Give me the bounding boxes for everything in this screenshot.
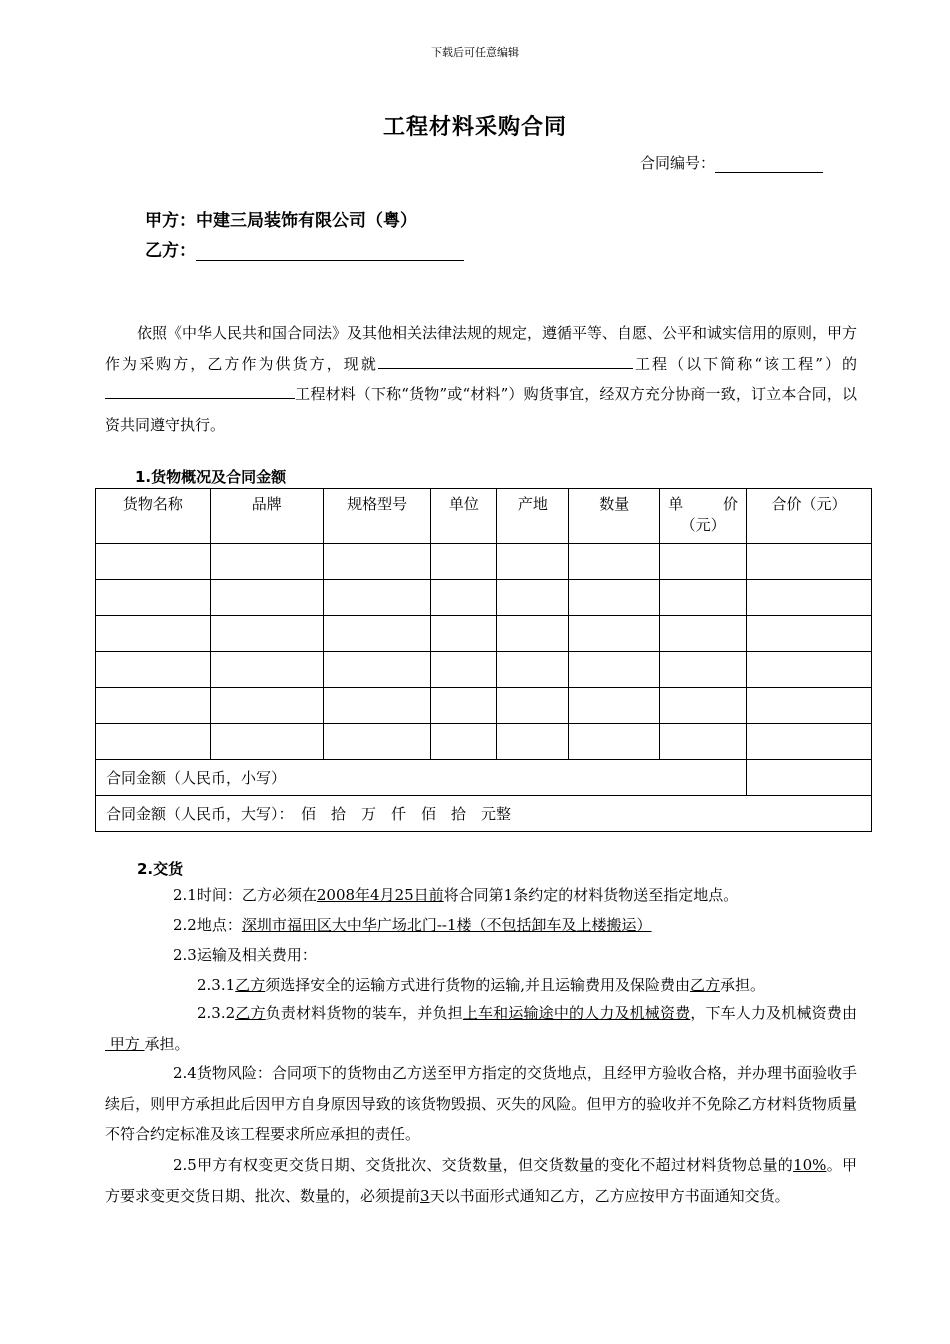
clause-text: 2.3.1 <box>197 976 236 994</box>
clause-cost-scope: 上车和运输途中的人力及机械资费 <box>462 1004 691 1022</box>
cell[interactable] <box>569 724 660 760</box>
cell[interactable] <box>569 544 660 580</box>
cell[interactable] <box>431 688 497 724</box>
clause-2-5 <box>105 1150 857 1211</box>
cell[interactable] <box>96 580 211 616</box>
clause-2-4: 2.4货物风险：合同项下的货物由乙方送至甲方指定的交货地点，且经甲方验收合格，并办理书面验收手续后，则甲方承担此后因甲方自身原因导致的该货物毁损、灭失的风险。但甲方的验收并不免除乙方材料货物质量不符合约定标准及该工程要求所应承担的责任。 <box>105 1064 857 1143</box>
clause-text: 承担。 <box>719 976 765 994</box>
cell[interactable] <box>747 616 872 652</box>
cell[interactable] <box>747 724 872 760</box>
cell[interactable] <box>323 688 431 724</box>
cell[interactable] <box>323 652 431 688</box>
clause-text: 须选择安全的运输方式进行货物的运输,并且运输费用及保险费由 <box>265 976 690 994</box>
cell[interactable] <box>660 616 747 652</box>
clause-2-2 <box>105 910 857 941</box>
clause-party: 甲方 <box>105 1034 145 1053</box>
cell[interactable] <box>431 724 497 760</box>
delivery-date: 2008年4月25日前 <box>316 886 444 904</box>
party-b-blank[interactable] <box>196 242 464 261</box>
cell[interactable] <box>323 724 431 760</box>
table-header-row <box>96 489 872 544</box>
clause-text: 2.3.2 <box>197 1004 236 1022</box>
contract-number-blank[interactable] <box>715 156 823 173</box>
goods-table <box>95 488 872 832</box>
header-note: 下载后可任意编辑 <box>431 46 519 59</box>
table-row <box>96 544 872 580</box>
intro-text-1: 依照《中华人民共和国合同法》及其他相关法律法规的规定，遵循平等、自愿、公平和诚实信用的原则，甲方作为采购方，乙方作为供货方，现就 <box>105 324 858 373</box>
material-name-blank[interactable] <box>105 383 295 399</box>
cell[interactable] <box>96 544 211 580</box>
cell[interactable] <box>210 688 323 724</box>
cell[interactable] <box>747 688 872 724</box>
col-origin: 产地 <box>497 489 569 544</box>
quantity-limit: 10% <box>793 1156 827 1174</box>
clause-2-3: 2.3运输及相关费用： <box>173 946 317 964</box>
col-quantity: 数量 <box>569 489 660 544</box>
unit-price-unit: （元） <box>680 516 726 534</box>
cell[interactable] <box>96 652 211 688</box>
col-total-price: 合价（元） <box>747 489 872 544</box>
cell[interactable] <box>747 544 872 580</box>
table-row <box>96 724 872 760</box>
cell[interactable] <box>210 544 323 580</box>
contract-number-label: 合同编号： <box>640 154 716 172</box>
contract-number <box>640 152 823 173</box>
project-name-blank[interactable] <box>378 353 633 369</box>
intro-text-2: 工程（以下简称“该工程”）的 <box>632 354 857 373</box>
cell[interactable] <box>569 580 660 616</box>
cell[interactable] <box>660 544 747 580</box>
cell[interactable] <box>96 688 211 724</box>
cell[interactable] <box>323 616 431 652</box>
clause-text: 。甲方要求变更交货日期、批次、数量的，必须提前 <box>105 1156 857 1205</box>
cell[interactable] <box>660 652 747 688</box>
cell[interactable] <box>569 652 660 688</box>
clause-text: 承担。 <box>144 1034 190 1053</box>
cell[interactable] <box>431 616 497 652</box>
cell[interactable] <box>323 580 431 616</box>
cell[interactable] <box>431 580 497 616</box>
cell[interactable] <box>96 724 211 760</box>
cell[interactable] <box>747 580 872 616</box>
clause-party: 乙方 <box>235 976 266 994</box>
cell[interactable] <box>660 580 747 616</box>
clause-text: 2.5甲方有权变更交货日期、交货批次、交货数量，但交货数量的变化不超过材料货物总量的 <box>173 1156 794 1174</box>
clause-text: 负责材料货物的装车，并负担 <box>265 1004 463 1022</box>
cell[interactable] <box>323 544 431 580</box>
unit-price-char-1: 单 <box>668 495 684 513</box>
cell[interactable] <box>210 580 323 616</box>
amount-small-value[interactable] <box>747 760 872 796</box>
clause-2-1 <box>105 880 857 911</box>
col-unit-price <box>660 489 747 544</box>
cell[interactable] <box>497 580 569 616</box>
intro-text-3: 工程材料（下称“货物”或“材料”）购货事宜，经双方充分协商一致，订立本合同，以资共同遵守执行。 <box>105 385 857 434</box>
party-b <box>145 236 464 261</box>
cell[interactable] <box>660 724 747 760</box>
table-row <box>96 580 872 616</box>
cell[interactable] <box>431 652 497 688</box>
page-title: 工程材料采购合同 <box>382 115 567 140</box>
col-goods-name: 货物名称 <box>96 489 211 544</box>
cell[interactable] <box>96 616 211 652</box>
table-row <box>96 688 872 724</box>
notice-days: 3 <box>420 1186 430 1205</box>
clause-2-3-1 <box>105 970 857 1001</box>
amount-small-label: 合同金额（人民币，小写） <box>96 760 747 796</box>
table-row <box>96 616 872 652</box>
cell[interactable] <box>497 688 569 724</box>
cell[interactable] <box>569 616 660 652</box>
col-spec: 规格型号 <box>323 489 431 544</box>
col-unit: 单位 <box>431 489 497 544</box>
cell[interactable] <box>497 652 569 688</box>
cell[interactable] <box>747 652 872 688</box>
cell[interactable] <box>431 544 497 580</box>
section-2-title: 2.交货 <box>137 860 184 878</box>
clause-party: 乙方 <box>689 976 720 994</box>
clause-text: ，下车人力及机械资费由 <box>690 1004 857 1022</box>
cell[interactable] <box>210 652 323 688</box>
party-b-label: 乙方： <box>145 241 196 261</box>
cell[interactable] <box>497 724 569 760</box>
cell[interactable] <box>569 688 660 724</box>
clause-text: 2.2地点： <box>173 916 242 934</box>
clause-2-3-2 <box>105 998 857 1059</box>
cell[interactable] <box>210 616 323 652</box>
clause-party: 乙方 <box>235 1004 266 1022</box>
cell[interactable] <box>660 688 747 724</box>
cell[interactable] <box>497 544 569 580</box>
cell[interactable] <box>210 724 323 760</box>
clause-text: 天以书面形式通知乙方，乙方应按甲方书面通知交货。 <box>429 1186 790 1205</box>
section-1-title: 1.货物概况及合同金额 <box>135 468 287 486</box>
table-row <box>96 652 872 688</box>
col-brand: 品牌 <box>210 489 323 544</box>
unit-price-char-2: 价 <box>723 495 739 513</box>
delivery-place: 深圳市福田区大中华广场北门--1楼（不包括卸车及上楼搬运） <box>241 916 652 934</box>
clause-text: 将合同第1条约定的材料货物送至指定地点。 <box>443 886 739 904</box>
amount-big-row <box>96 796 872 832</box>
amount-small-row <box>96 760 872 796</box>
intro-paragraph <box>105 318 857 440</box>
cell[interactable] <box>497 616 569 652</box>
amount-big-label: 合同金额（人民币，大写）： 佰 拾 万 仟 佰 拾 元整 <box>96 796 872 832</box>
clause-text: 2.1时间：乙方必须在 <box>173 886 317 904</box>
party-a: 甲方：中建三局装饰有限公司（粤） <box>145 211 417 231</box>
